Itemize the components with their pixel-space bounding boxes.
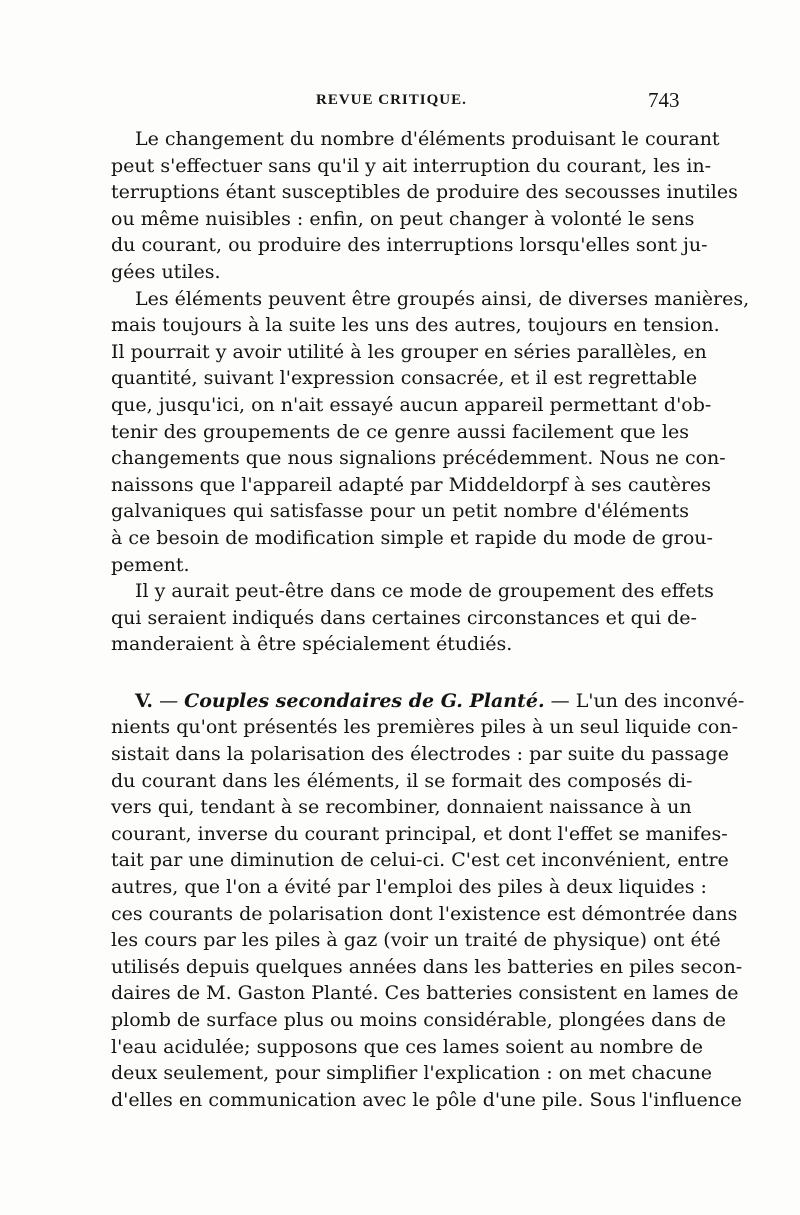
- text-line: Les éléments peuvent être groupés ainsi, de diverses manières,: [135, 287, 750, 310]
- page-header: [0, 88, 800, 120]
- text-line: Il pourrait y avoir utilité à les grouper en séries parallèles, en: [111, 340, 707, 363]
- text-line: Il y aurait peut-être dans ce mode de groupement des effets: [135, 580, 714, 603]
- text-line: courant, inverse du courant principal, et dont l'effet se manifes-: [111, 822, 728, 845]
- text-line: que, jusqu'ici, on n'ait essayé aucun appareil permettant d'ob-: [111, 393, 712, 416]
- section-spacer: [111, 658, 689, 688]
- paragraph: [111, 126, 738, 286]
- text-line: daires de M. Gaston Planté. Ces batteries consistent en lames de: [111, 982, 739, 1005]
- text-line: vers qui, tendant à se recombiner, donnaient naissance à un: [111, 796, 692, 819]
- text-line: Le changement du nombre d'éléments produisant le courant: [135, 128, 720, 150]
- section-first-line-text: L'un des inconvé-: [575, 689, 745, 712]
- text-line: gées utiles.: [111, 260, 221, 283]
- text-line: à ce besoin de modification simple et rapide du mode de grou-: [111, 526, 713, 549]
- text-line: l'eau acidulée; supposons que ces lames soient au nombre de: [111, 1035, 704, 1058]
- text-line: utilisés depuis quelques années dans les batteries en piles secon-: [111, 955, 743, 978]
- text-line: ces courants de polarisation dont l'existence est démontrée dans: [111, 902, 738, 925]
- page-number: 743: [648, 88, 680, 112]
- text-line: terruptions étant susceptibles de produire des secousses inutiles: [111, 181, 738, 204]
- text-line: d'elles en communication avec le pôle d'une pile. Sous l'influence: [111, 1088, 742, 1111]
- text-line: naissons que l'appareil adapté par Middeldorpf à ses cautères: [111, 473, 712, 496]
- text-line: qui seraient indiqués dans certaines circonstances et qui de-: [111, 606, 697, 629]
- text-line: autres, que l'on a évité par l'emploi des piles à deux liquides :: [111, 876, 707, 899]
- text-line: deux seulement, pour simplifier l'explication : on met chacune: [111, 1062, 712, 1085]
- text-line: pement.: [111, 553, 190, 576]
- text-line: les cours par les piles à gaz (voir un traité de physique) ont été: [111, 929, 721, 952]
- paragraph: [111, 578, 714, 658]
- text-line: tenir des groupements de ce genre aussi facilement que les: [111, 420, 689, 443]
- text-line: quantité, suivant l'expression consacrée, et il est regrettable: [111, 367, 698, 390]
- text-line: du courant, ou produire des interruptions lorsqu'elles sont ju-: [111, 234, 708, 257]
- body-text: [111, 126, 750, 1113]
- text-line: tait par une diminution de celui-ci. C'est cet inconvénient, entre: [111, 849, 729, 872]
- text-line: galvaniques qui satisfasse pour un petit nombre d'éléments: [111, 500, 689, 523]
- running-head: REVUE CRITIQUE.: [316, 92, 467, 108]
- section-v: [111, 688, 745, 1114]
- text-line: plomb de surface plus ou moins considérable, plongées dans de: [111, 1009, 727, 1031]
- section-title: Couples secondaires de G. Planté.: [184, 689, 545, 712]
- section-dash: —: [550, 689, 570, 712]
- text-line: manderaient à être spécialement étudiés.: [111, 633, 513, 656]
- text-line: nients qu'ont présentés les premières piles à un seul liquide con-: [111, 716, 739, 739]
- text-line: du courant dans les éléments, il se formait des composés di-: [111, 769, 693, 792]
- text-line: sistait dans la polarisation des électrodes : par suite du passage: [111, 743, 729, 766]
- text-line: mais toujours à la suite les uns des autres, toujours en tension.: [111, 314, 720, 337]
- section-dash: —: [159, 689, 179, 712]
- section-number: V.: [135, 689, 154, 712]
- text-line: ou même nuisibles : enfin, on peut changer à volonté le sens: [111, 207, 695, 230]
- text-line: changements que nous signalions précédemment. Nous ne con-: [111, 447, 726, 470]
- paragraph: [111, 286, 750, 579]
- section-heading-line: [111, 688, 745, 715]
- text-line: peut s'effectuer sans qu'il y ait interruption du courant, les in-: [111, 154, 712, 177]
